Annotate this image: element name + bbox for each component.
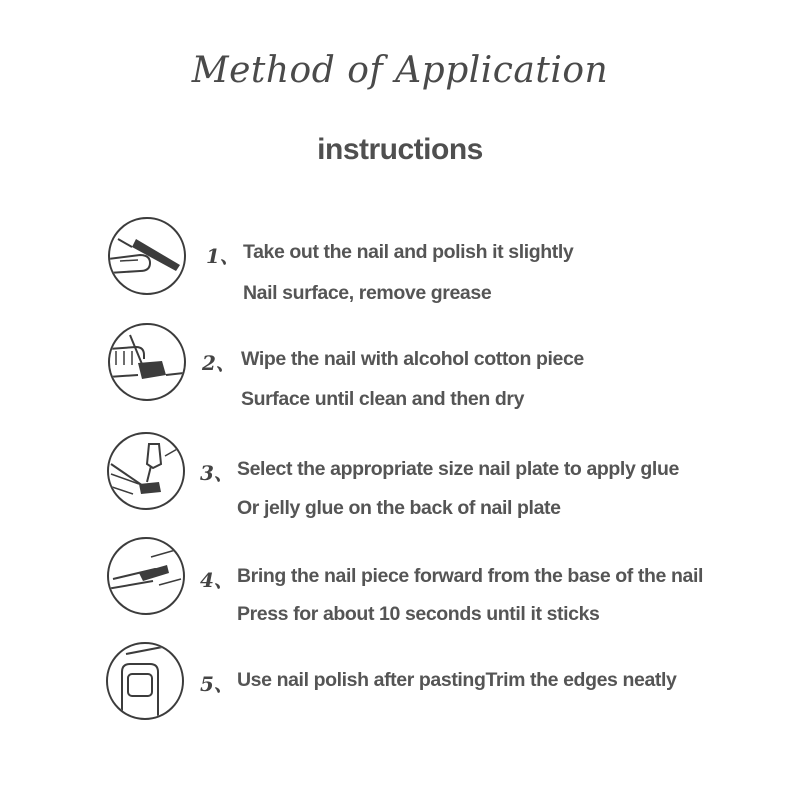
step-5-number: 5、 xyxy=(200,672,234,696)
step-1-number: 1、 xyxy=(206,244,240,268)
step-4-line-1: Bring the nail piece forward from the base of the nail xyxy=(237,565,703,587)
step-3-line-2: Or jelly glue on the back of nail plate xyxy=(237,497,561,519)
step-4-line-2: Press for about 10 seconds until it sticks xyxy=(237,603,600,625)
alcohol-wipe-icon xyxy=(108,323,186,401)
step-3-line-1: Select the appropriate size nail plate to apply glue xyxy=(237,458,679,480)
apply-glue-icon xyxy=(107,432,185,510)
nail-buffer-icon xyxy=(108,217,186,295)
press-nail-icon xyxy=(107,537,185,615)
page-subtitle: instructions xyxy=(317,133,483,166)
step-4-number: 4、 xyxy=(200,568,234,592)
step-2-number: 2、 xyxy=(202,351,236,375)
page-title: Method of Application xyxy=(191,50,609,91)
step-1-line-2: Nail surface, remove grease xyxy=(243,282,492,304)
trim-edges-icon xyxy=(106,642,184,720)
step-2-line-2: Surface until clean and then dry xyxy=(241,388,525,410)
step-2-line-1: Wipe the nail with alcohol cotton piece xyxy=(241,348,584,370)
step-1-line-1: Take out the nail and polish it slightly xyxy=(243,241,574,263)
step-5-line-1: Use nail polish after pastingTrim the edges neatly xyxy=(237,669,677,691)
step-3-number: 3、 xyxy=(200,461,234,485)
